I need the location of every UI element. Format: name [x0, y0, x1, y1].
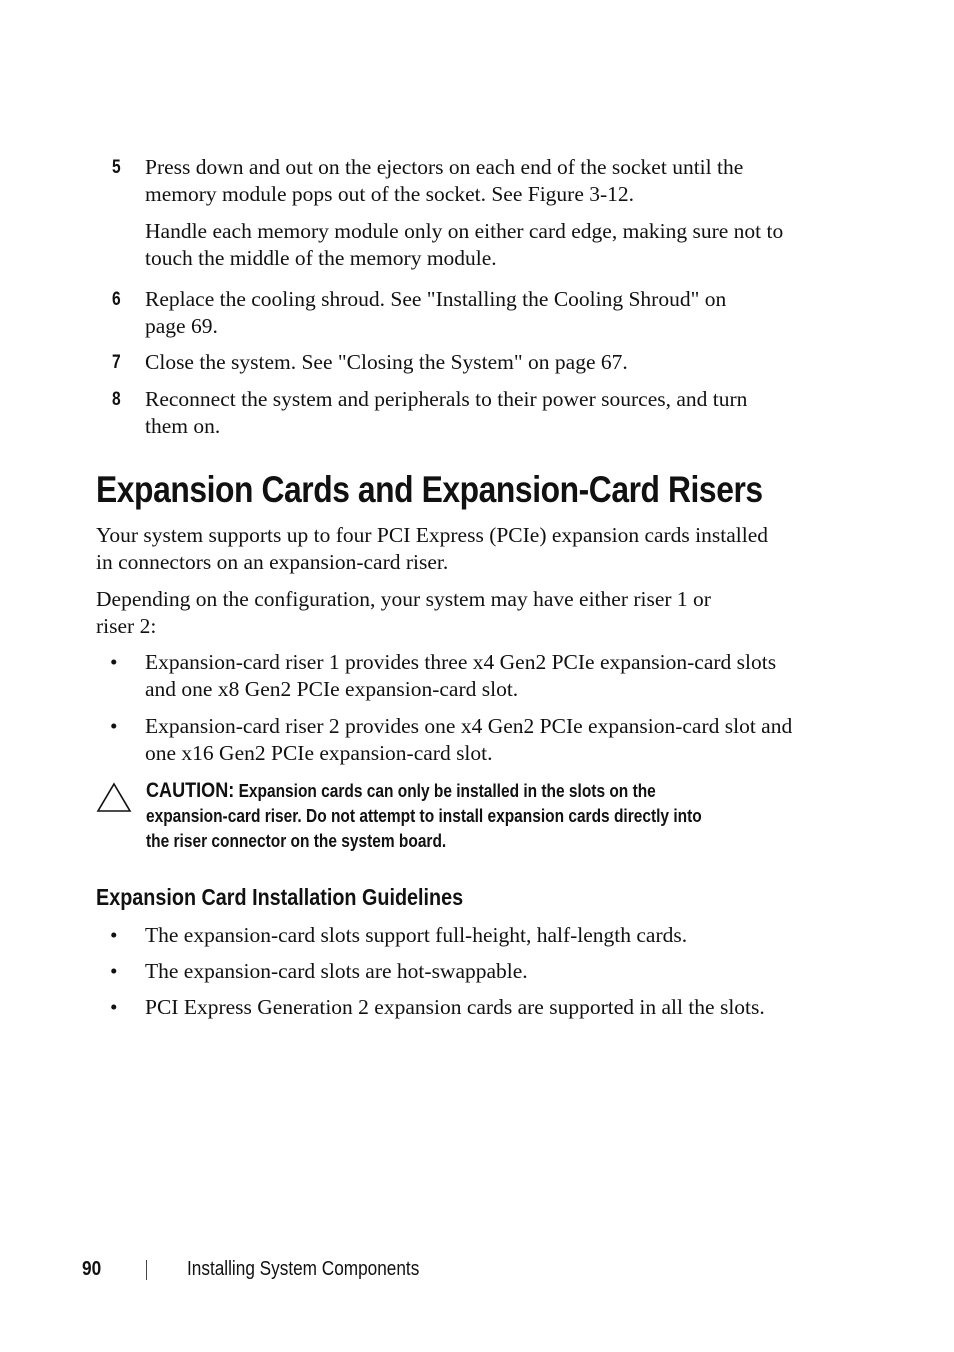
bullet-text — [145, 649, 835, 703]
step-line: page 69. — [145, 314, 218, 338]
step-number: 6 — [112, 289, 121, 310]
step-text — [145, 286, 835, 340]
intro-paragraph — [96, 522, 826, 576]
page-number: 90 — [82, 1258, 102, 1280]
bullet-dot: • — [110, 650, 118, 674]
bullet-line: Expansion-card riser 2 provides one x4 Gen2 PCIe expansion-card slot and — [145, 714, 793, 738]
caution-line: the riser connector on the system board. — [146, 831, 447, 851]
step-text — [145, 386, 835, 440]
note-text — [145, 218, 835, 272]
bullet-text: The expansion-card slots are hot-swappable. — [145, 959, 528, 983]
step-number: 5 — [112, 157, 121, 178]
step-number: 7 — [112, 352, 121, 373]
note-line: Handle each memory module only on either card edge, making sure not to — [145, 219, 784, 243]
step-text — [145, 154, 835, 208]
caution-line: Expansion cards can only be installed in the slots on the — [238, 781, 656, 801]
step-line: them on. — [145, 414, 221, 438]
paragraph-line: in connectors on an expansion-card riser. — [96, 550, 449, 574]
bullet-text: PCI Express Generation 2 expansion cards are supported in all the slots. — [145, 995, 765, 1019]
step-line: Reconnect the system and peripherals to their power sources, and turn — [145, 387, 748, 411]
bullet-text — [145, 713, 835, 767]
note-line: touch the middle of the memory module. — [145, 246, 497, 270]
paragraph-line: Your system supports up to four PCI Express (PCIe) expansion cards installed — [96, 523, 769, 547]
config-paragraph — [96, 586, 826, 640]
caution-label: CAUTION: — [146, 779, 235, 802]
bullet-dot: • — [110, 959, 118, 983]
bullet-line: one x16 Gen2 PCIe expansion-card slot. — [145, 741, 493, 765]
step-number: 8 — [112, 389, 121, 410]
caution-text — [146, 778, 834, 854]
caution-line: expansion-card riser. Do not attempt to install expansion cards directly into — [146, 806, 702, 826]
section-heading: Expansion Cards and Expansion-Card Risers — [96, 469, 763, 510]
bullet-dot: • — [110, 995, 118, 1019]
bullet-dot: • — [110, 923, 118, 947]
paragraph-line: Depending on the configuration, your system may have either riser 1 or — [96, 587, 711, 611]
step-line: memory module pops out of the socket. See Figure 3-12. — [145, 182, 635, 206]
bullet-text: The expansion-card slots support full-height, half-length cards. — [145, 923, 688, 947]
step-line: Close the system. See "Closing the System" on page 67. — [145, 350, 628, 374]
step-line: Replace the cooling shroud. See "Installing the Cooling Shroud" on — [145, 287, 727, 311]
caution-triangle-icon — [96, 782, 132, 814]
paragraph-line: riser 2: — [96, 614, 157, 638]
subsection-heading: Expansion Card Installation Guidelines — [96, 884, 464, 910]
footer-chapter-title: Installing System Components — [187, 1258, 420, 1280]
bullet-line: Expansion-card riser 1 provides three x4 Gen2 PCIe expansion-card slots — [145, 650, 777, 674]
bullet-dot: • — [110, 714, 118, 738]
step-line: Press down and out on the ejectors on each end of the socket until the — [145, 155, 744, 179]
bullet-line: and one x8 Gen2 PCIe expansion-card slot. — [145, 677, 519, 701]
step-text — [145, 349, 835, 376]
footer-divider — [146, 1260, 147, 1280]
